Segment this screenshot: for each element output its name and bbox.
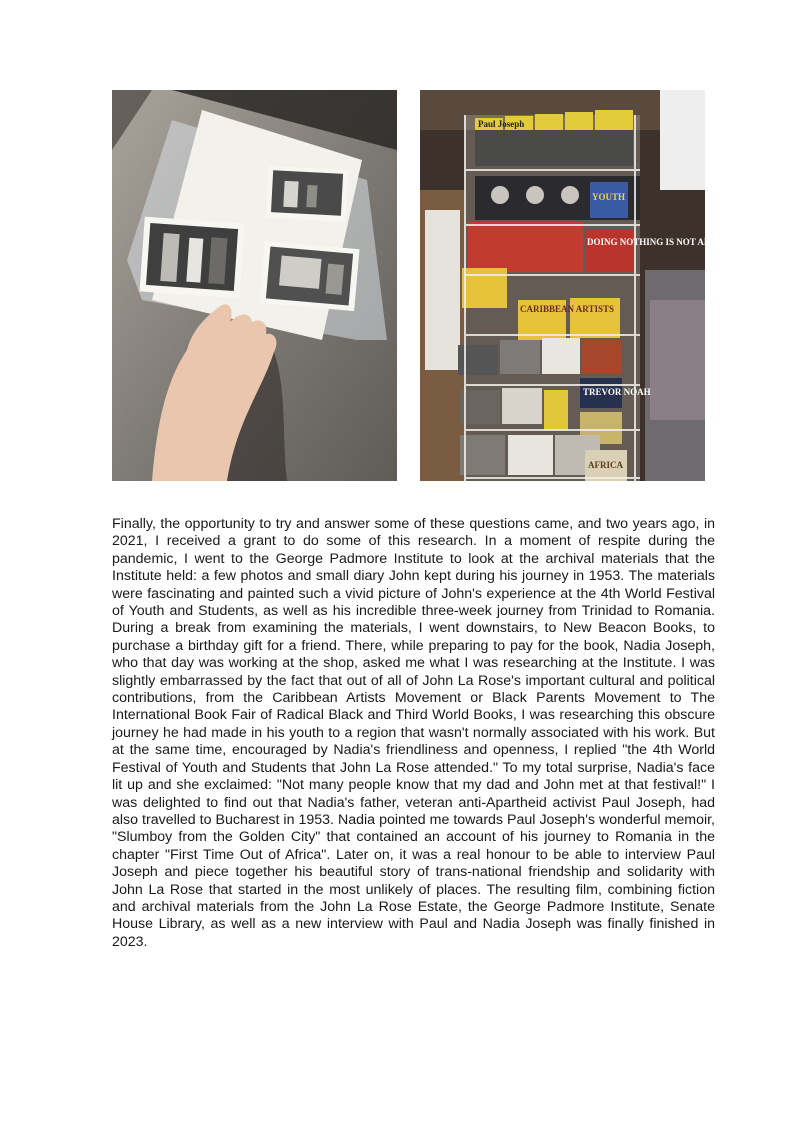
trevor-book-title: TREVOR NOAH <box>583 387 651 397</box>
top-book-title: Paul Joseph <box>478 119 525 129</box>
africa-book-title: AFRICA <box>588 460 623 470</box>
caribbean-book-title: CARIBBEAN ARTISTS <box>520 304 614 314</box>
youth-book-title: YOUTH <box>592 192 626 202</box>
bookstand-image <box>420 90 749 481</box>
bookstand-icon <box>420 90 749 481</box>
archival-photos-icon <box>112 90 397 481</box>
body-paragraph: Finally, the opportunity to try and answer some of these questions came, and two years ago, in 2021, I received a grant to do some of this research. In a moment of respite during the pandemic, I went to the George Padmore Institute to look at the archival materials that the Institute held: a few photos and small diary John kept during his journey in 1953. The materials were fascinating and painted such a vivid picture of John's experience at the 4th World Festival of Youth and Students, as well as his incredible three-week journey from Trinidad to Romania. During a break from examining the materials, I went downstairs, to New Beacon Books, to purchase a birthday gift for a friend. There, while preparing to pay for the book, Nadia Joseph, who that day was working at the shop, asked me what I was researching at the Institute. I was slightly embarrassed by the fact that out of all of John La Rose's important cultural and political contributions, from the Caribbean Artists Movement or Black Parents Movement to The International Book Fair of Radical Black and Third World Books, I was researching this obscure journey he had made in his youth to a region that wasn't normally associated with his work. But at the same time, encouraged by Nadia's friendliness and openness, I replied "the 4th World Festival of Youth and Students that John La Rose attended." To my total surprise, Nadia's face lit up and she exclaimed: "Not many people know that my dad and John met at that festival!" I was delighted to find out that Nadia's father, veteran anti-Apartheid activist Paul Joseph, had also travelled to Bucharest in 1953. Nadia pointed me towards Paul Joseph's wonderful memoir, "Slumboy from the Golden City" that contained an account of his journey to Romania in the chapter "First Time Out of Africa". Later on, it was a real honour to be able to interview Paul Joseph and piece together his beautiful story of trans-national friendship and solidarity with John La Rose that started in the most unlikely of places. The resulting film, combining fiction and archival materials from the John La Rose Estate, the George Padmore Institute, Senate House Library, as well as a new interview with Paul and Nadia Joseph was finally finished in 2023. <box>112 516 715 950</box>
archival-photos-image <box>112 90 397 481</box>
option-book-title: DOING NOTHING IS NOT AN OPTION <box>587 237 749 247</box>
